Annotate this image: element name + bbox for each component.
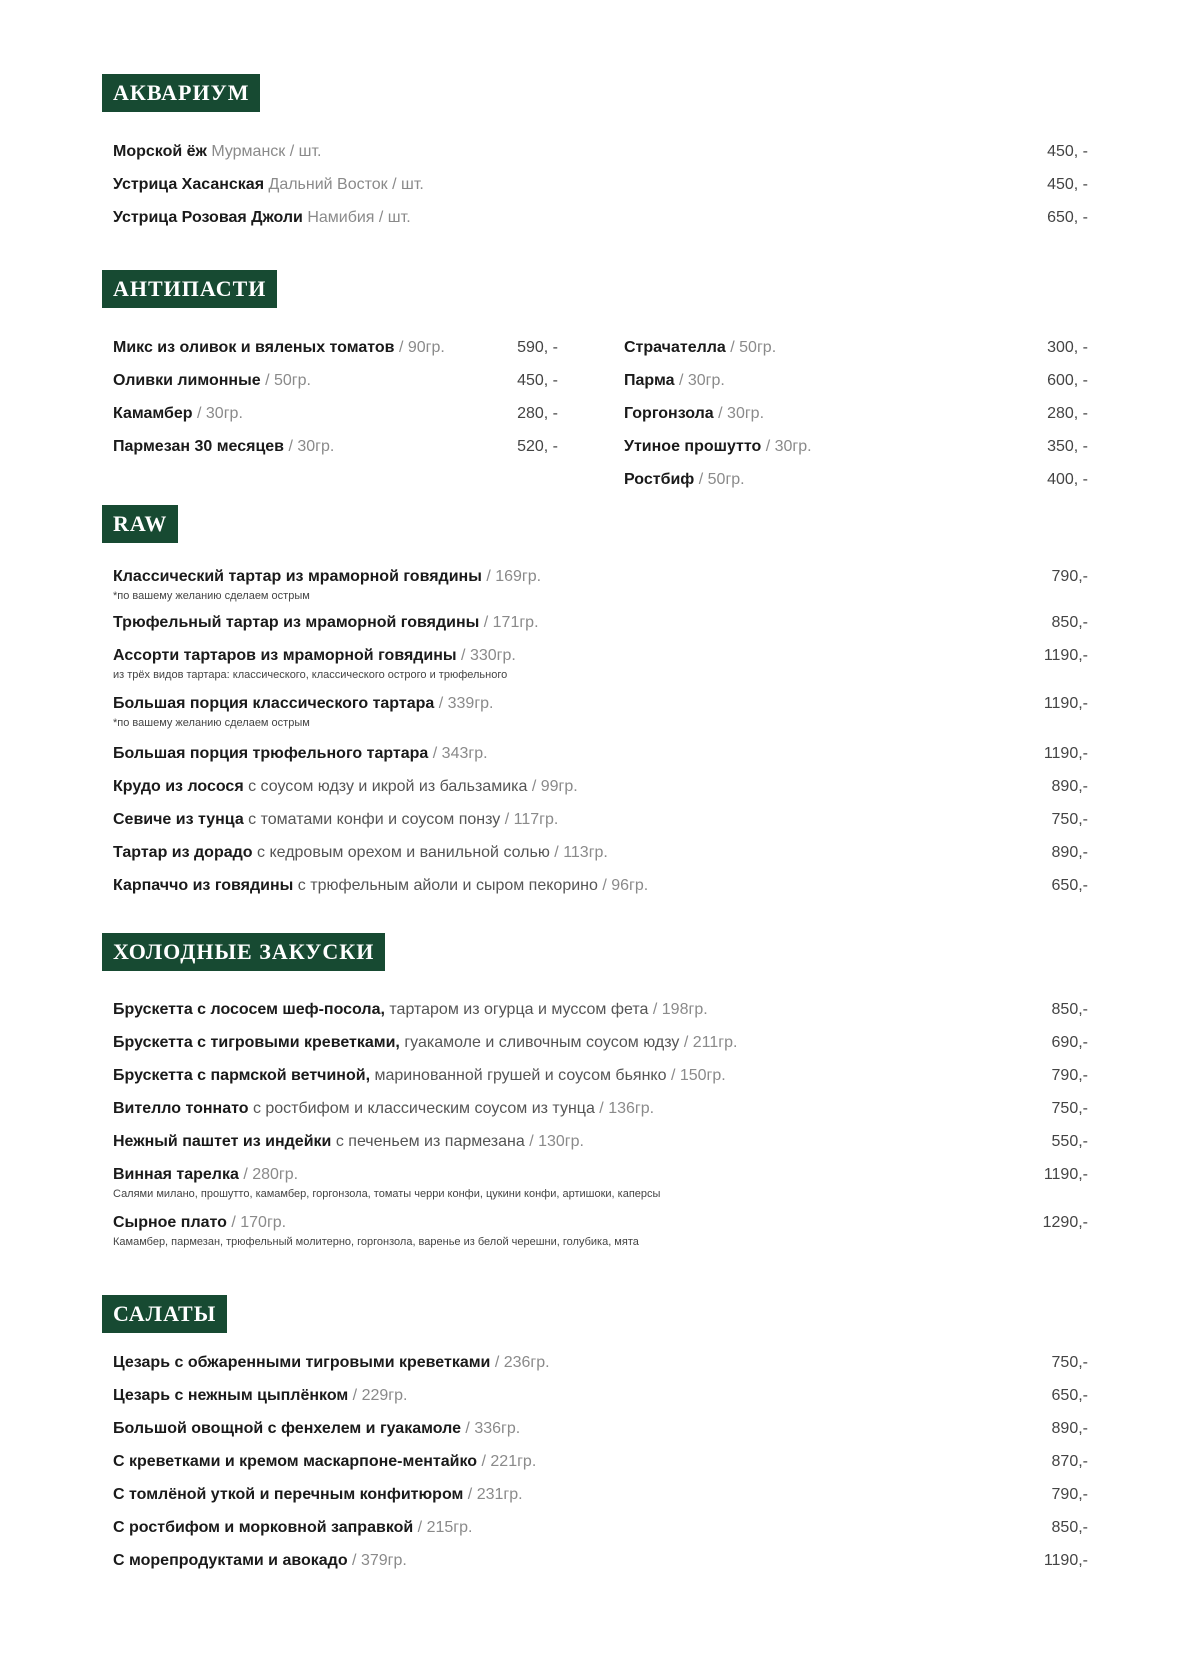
section-title-aquarium: АКВАРИУМ <box>102 74 260 112</box>
item-price: 1290,- <box>1042 1214 1088 1231</box>
item-weight: / 117гр. <box>504 811 559 828</box>
item-name: Морской ёж <box>113 143 207 160</box>
menu-item <box>113 371 311 391</box>
menu-item <box>113 1452 536 1472</box>
item-name: Брускетта с лососем шеф-посола, <box>113 1001 385 1018</box>
item-price: 1190,- <box>1043 745 1088 762</box>
item-name: С ростбифом и морковной заправкой <box>113 1519 414 1536</box>
item-price: 600, - <box>1047 372 1088 389</box>
menu-item <box>624 338 776 358</box>
item-name: Утиное прошутто <box>624 438 762 455</box>
item-price: 890,- <box>1051 844 1088 861</box>
item-name: Устрица Розовая Джоли <box>113 209 303 226</box>
item-description: маринованной грушей и соусом бьянко <box>374 1067 667 1084</box>
menu-item <box>113 1132 584 1152</box>
item-weight: / 336гр. <box>465 1420 521 1437</box>
item-price: 450, - <box>517 372 558 389</box>
menu-item <box>113 646 516 666</box>
item-price: 450, - <box>1047 176 1088 193</box>
menu-item <box>113 1099 654 1119</box>
item-price: 1190,- <box>1043 647 1088 664</box>
item-name: Пармезан 30 месяцев <box>113 438 285 455</box>
menu-item <box>113 1353 550 1373</box>
menu-item <box>113 613 539 633</box>
menu-item <box>113 843 608 863</box>
item-weight: / 30гр. <box>718 405 765 422</box>
item-price: 650,- <box>1051 1387 1088 1404</box>
item-name: Брускетта с тигровыми креветками, <box>113 1034 400 1051</box>
menu-item <box>113 1551 407 1571</box>
item-name: Трюфельный тартар из мраморной говядины <box>113 614 480 631</box>
item-name: Сырное плато <box>113 1214 227 1231</box>
item-price: 750,- <box>1051 1100 1088 1117</box>
menu-item <box>113 567 541 587</box>
item-weight: / 379гр. <box>352 1552 407 1569</box>
item-price: 1190,- <box>1043 695 1088 712</box>
item-name: С креветками и кремом маскарпоне-ментайко <box>113 1453 478 1470</box>
item-weight: / 99гр. <box>531 778 578 795</box>
menu-item <box>113 1518 472 1538</box>
item-weight: / 50гр. <box>730 339 777 356</box>
item-price: 790,- <box>1051 1067 1088 1084</box>
item-weight: / 231гр. <box>467 1486 523 1503</box>
section-title-salads: САЛАТЫ <box>102 1295 227 1333</box>
menu-item <box>113 777 578 797</box>
item-price: 850,- <box>1051 614 1088 631</box>
menu-item <box>113 1386 407 1406</box>
item-note: Камамбер, пармезан, трюфельный молитерно, горгонзола, варенье из белой черешни, голубика, мята <box>113 1236 639 1248</box>
menu-item <box>113 404 243 424</box>
item-weight: / 236гр. <box>494 1354 550 1371</box>
item-description: с ростбифом и классическим соусом из тунца <box>252 1100 595 1117</box>
item-name: Классический тартар из мраморной говядины <box>113 568 482 585</box>
item-price: 300, - <box>1047 339 1088 356</box>
item-weight: / 130гр. <box>529 1133 584 1150</box>
item-price: 890,- <box>1051 1420 1088 1437</box>
item-price: 850,- <box>1051 1519 1088 1536</box>
item-weight: / 339гр. <box>438 695 494 712</box>
item-price: 790,- <box>1051 1486 1088 1503</box>
item-name: Севиче из тунца <box>113 811 244 828</box>
menu-item <box>624 437 812 457</box>
menu-item <box>113 744 488 764</box>
item-description: гуакамоле и сливочным соусом юдзу <box>404 1034 680 1051</box>
item-name: Карпаччо из говядины <box>113 877 294 894</box>
section-title-raw: RAW <box>102 505 178 543</box>
item-price: 280, - <box>1047 405 1088 422</box>
item-weight: Дальний Восток / шт. <box>268 176 424 193</box>
item-name: Большая порция классического тартара <box>113 695 435 712</box>
item-weight: / 150гр. <box>670 1067 726 1084</box>
item-name: Тартар из дорадо <box>113 844 253 861</box>
item-name: Винная тарелка <box>113 1166 239 1183</box>
item-name: Микс из оливок и вяленых томатов <box>113 339 395 356</box>
item-name: Цезарь с обжаренными тигровыми креветками <box>113 1354 491 1371</box>
item-name: Горгонзола <box>624 405 714 422</box>
item-weight: / 280гр. <box>243 1166 299 1183</box>
item-weight: / 96гр. <box>602 877 649 894</box>
item-note: *по вашему желанию сделаем острым <box>113 717 310 729</box>
item-weight: / 229гр. <box>352 1387 408 1404</box>
menu-item <box>113 1165 298 1185</box>
item-name: Парма <box>624 372 675 389</box>
item-weight: / 50гр. <box>265 372 311 389</box>
item-name: Ассорти тартаров из мраморной говядины <box>113 647 457 664</box>
item-description: с соусом юдзу и икрой из бальзамика <box>248 778 528 795</box>
item-weight: / 170гр. <box>231 1214 287 1231</box>
item-weight: / 30гр. <box>678 372 725 389</box>
menu-item <box>113 1419 520 1439</box>
item-weight: / 343гр. <box>432 745 488 762</box>
item-note: из трёх видов тартара: классического, классического острого и трюфельного <box>113 669 508 681</box>
item-description: тартаром из огурца и муссом фета <box>389 1001 649 1018</box>
item-price: 850,- <box>1051 1001 1088 1018</box>
item-name: Камамбер <box>113 405 193 422</box>
item-note: Салями милано, прошутто, камамбер, горгонзола, томаты черри конфи, цукини конфи, артишоки, каперсы <box>113 1188 661 1200</box>
item-weight: / 171гр. <box>483 614 539 631</box>
menu-item <box>113 338 445 358</box>
item-description: с томатами конфи и соусом понзу <box>248 811 501 828</box>
item-price: 890,- <box>1051 778 1088 795</box>
menu-item <box>113 437 334 457</box>
item-price: 590, - <box>517 339 558 356</box>
item-weight: / 90гр. <box>398 339 445 356</box>
item-name: Ростбиф <box>624 471 695 488</box>
item-price: 450, - <box>1047 143 1088 160</box>
item-price: 550,- <box>1051 1133 1088 1150</box>
section-title-antipasti: АНТИПАСТИ <box>102 270 277 308</box>
item-name: Брускетта с пармской ветчиной, <box>113 1067 371 1084</box>
item-weight: / 113гр. <box>554 844 608 861</box>
item-price: 870,- <box>1051 1453 1088 1470</box>
menu-item <box>624 371 725 391</box>
item-name: Нежный паштет из индейки <box>113 1133 332 1150</box>
menu-item <box>113 1066 726 1086</box>
menu-item <box>113 876 648 896</box>
menu-item <box>113 1000 708 1020</box>
item-name: Крудо из лосося <box>113 778 244 795</box>
item-price: 1190,- <box>1043 1552 1088 1569</box>
item-description: с печеньем из пармезана <box>335 1133 525 1150</box>
menu-item <box>113 1033 737 1053</box>
menu-item <box>113 142 321 162</box>
item-name: Вителло тоннато <box>113 1100 249 1117</box>
item-weight: / 169гр. <box>486 568 542 585</box>
item-price: 400, - <box>1047 471 1088 488</box>
item-description: с трюфельным айоли и сыром пекорино <box>297 877 598 894</box>
item-price: 350, - <box>1047 438 1088 455</box>
menu-item <box>624 404 764 424</box>
menu-item <box>113 1213 286 1233</box>
menu-item <box>113 694 494 714</box>
item-price: 1190,- <box>1043 1166 1088 1183</box>
item-name: Большая порция трюфельного тартара <box>113 745 429 762</box>
item-weight: / 30гр. <box>765 438 812 455</box>
item-price: 650, - <box>1047 209 1088 226</box>
item-weight: / 330гр. <box>461 647 516 664</box>
item-weight: / 30гр. <box>197 405 243 422</box>
item-price: 690,- <box>1051 1034 1088 1051</box>
item-weight: / 136гр. <box>599 1100 655 1117</box>
item-name: Оливки лимонные <box>113 372 261 389</box>
item-weight: / 50гр. <box>698 471 745 488</box>
item-name: С томлёной уткой и перечным конфитюром <box>113 1486 464 1503</box>
item-weight: / 215гр. <box>417 1519 473 1536</box>
item-name: С морепродуктами и авокадо <box>113 1552 348 1569</box>
item-weight: Мурманск / шт. <box>211 143 322 160</box>
item-weight: / 30гр. <box>288 438 335 455</box>
item-name: Страчателла <box>624 339 726 356</box>
section-title-cold-appetizers: ХОЛОДНЫЕ ЗАКУСКИ <box>102 933 385 971</box>
item-description: с кедровым орехом и ванильной солью <box>257 844 550 861</box>
item-price: 520, - <box>517 438 558 455</box>
item-price: 790,- <box>1051 568 1088 585</box>
menu-item <box>113 175 424 195</box>
item-price: 750,- <box>1051 811 1088 828</box>
item-price: 750,- <box>1051 1354 1088 1371</box>
item-weight: / 221гр. <box>481 1453 537 1470</box>
menu-item <box>113 208 411 228</box>
item-weight: / 198гр. <box>652 1001 708 1018</box>
menu-item <box>113 1485 523 1505</box>
menu-item <box>624 470 745 490</box>
item-name: Большой овощной с фенхелем и гуакамоле <box>113 1420 461 1437</box>
item-weight: Намибия / шт. <box>307 209 411 226</box>
item-weight: / 211гр. <box>683 1034 738 1051</box>
item-note: *по вашему желанию сделаем острым <box>113 590 310 602</box>
menu-item <box>113 810 558 830</box>
item-price: 650,- <box>1051 877 1088 894</box>
item-name: Устрица Хасанская <box>113 176 265 193</box>
item-name: Цезарь с нежным цыплёнком <box>113 1387 349 1404</box>
item-price: 280, - <box>517 405 558 422</box>
